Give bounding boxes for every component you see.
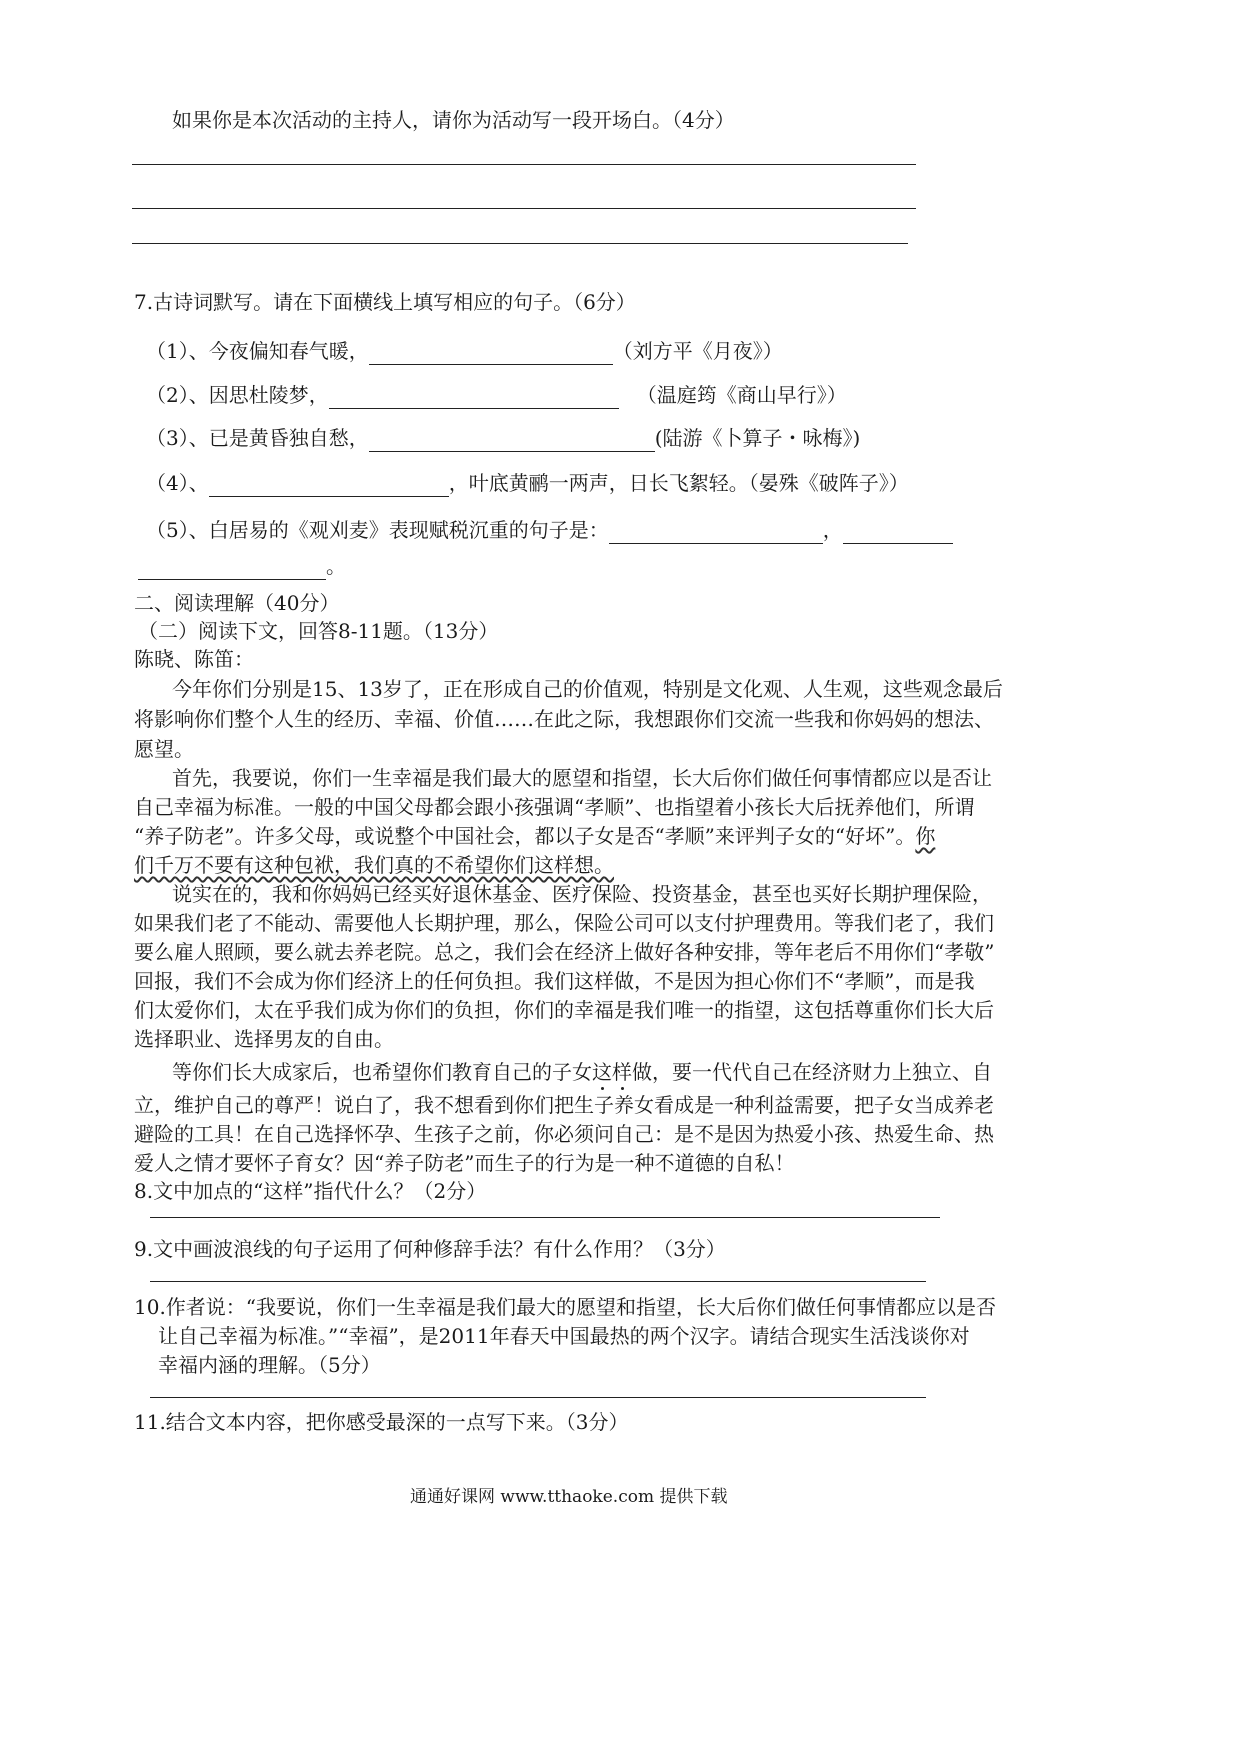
q7-item-1-source: （刘方平《月夜》） — [612, 339, 783, 363]
q7-item-4-blank[interactable] — [209, 474, 449, 497]
passage-line: 说实在的，我和你妈妈已经买好退休基金、医疗保险、投资基金，甚至也买好长期护理保险， — [172, 882, 992, 906]
q7-item-5-prefix: （5）、白居易的《观刈麦》表现赋税沉重的句子是： — [146, 518, 609, 542]
question-9: 9.文中画波浪线的句子运用了何种修辞手法？有什么作用？（3分） — [134, 1237, 726, 1261]
q7-title: 7.古诗词默写。请在下面横线上填写相应的句子。（6分） — [134, 290, 636, 314]
passage-line: 愿望。 — [134, 737, 194, 761]
dotted-char: 这 — [592, 1060, 612, 1084]
q7-item-5-end: 。 — [326, 554, 346, 578]
question-10-cont: 幸福内涵的理解。（5分） — [158, 1353, 381, 1377]
passage-text: 等你们长大成家后，也希望你们教育自己的子女 — [172, 1060, 592, 1084]
passage-text: “养子防老”。许多父母，或说整个中国社会，都以子女是否“孝顺”来评判子女的“好坏”。 — [134, 824, 916, 848]
section-heading: 二、阅读理解（40分） — [134, 591, 340, 615]
wavy-sentence: 们千万不要有这种包袱，我们真的不希望你们这样想。 — [134, 853, 614, 877]
passage-line: 自己幸福为标准。一般的中国父母都会跟小孩强调“孝顺”、也指望着小孩长大后抚养他们，所谓 — [134, 795, 975, 819]
answer-line[interactable] — [132, 164, 916, 165]
q7-item-5 — [146, 516, 953, 544]
passage-line: 要么雇人照顾，要么就去养老院。总之，我们会在经济上做好各种安排，等年老后不用你们“孝敬” — [134, 940, 995, 964]
passage-line: 将影响你们整个人生的经历、幸福、价值……在此之际，我想跟你们交流一些我和你妈妈的想法、 — [134, 707, 994, 731]
question-10-cont: 让自己幸福为标准。”“幸福”，是2011年春天中国最热的两个汉字。请结合现实生活浅谈你对 — [158, 1324, 970, 1348]
passage-line: 今年你们分别是15、13岁了，正在形成自己的价值观，特别是文化观、人生观，这些观念最后 — [172, 677, 1003, 701]
q7-item-2-blank[interactable] — [329, 386, 619, 409]
q7-item-5-blank-3[interactable] — [138, 557, 326, 580]
answer-line[interactable] — [150, 1281, 926, 1282]
passage-line: 如果我们老了不能动、需要他人长期护理，那么，保险公司可以支付护理费用。等我们老了，我们 — [134, 911, 994, 935]
answer-line[interactable] — [132, 208, 916, 209]
passage-line: 们太爱你们，太在乎我们成为你们的负担，你们的幸福是我们唯一的指望，这包括尊重你们长大后 — [134, 998, 994, 1022]
q7-item-5-cont — [138, 552, 346, 580]
page-footer: 通通好课网 www.tthaoke.com 提供下载 — [410, 1487, 728, 1507]
passage-line: 立，维护自己的尊严！说白了，我不想看到你们把生子养女看成是一种利益需要，把子女当成养老 — [134, 1093, 994, 1117]
q7-item-3 — [146, 424, 860, 452]
question-8: 8.文中加点的“这样”指代什么？（2分） — [134, 1179, 487, 1203]
passage-line: 首先，我要说，你们一生幸福是我们最大的愿望和指望，长大后你们做任何事情都应以是否让 — [172, 766, 992, 790]
q7-item-1-prefix: （1）、今夜偏知春气暖， — [146, 339, 369, 363]
passage-line — [172, 1058, 992, 1086]
question-10: 10.作者说：“我要说，你们一生幸福是我们最大的愿望和指望，长大后你们做任何事情都应以是否 — [134, 1295, 997, 1319]
q7-item-3-source: (陆游《卜算子・咏梅》) — [654, 426, 861, 450]
subsection-heading: （二）阅读下文，回答8-11题。（13分） — [138, 619, 499, 643]
q7-item-3-blank[interactable] — [369, 429, 655, 452]
answer-line[interactable] — [132, 243, 908, 244]
dotted-char: 样 — [612, 1060, 632, 1084]
passage-line: 回报，我们不会成为你们经济上的任何负担。我们这样做，不是因为担心你们不“孝顺”，而是我 — [134, 969, 975, 993]
answer-line[interactable] — [150, 1217, 940, 1218]
passage-text: 做，要一代代自己在经济财力上独立、自 — [632, 1060, 992, 1084]
passage-line: 避险的工具！在自己选择怀孕、生孩子之前，你必须问自己：是不是因为热爱小孩、热爱生命、热 — [134, 1122, 994, 1146]
question-11: 11.结合文本内容，把你感受最深的一点写下来。（3分） — [134, 1410, 629, 1434]
q7-item-5-sep: ， — [822, 518, 843, 542]
q7-item-1-blank[interactable] — [369, 342, 613, 365]
q7-item-4-source: ，叶底黄鹂一两声，日长飞絮轻。（晏殊《破阵子》） — [448, 471, 909, 495]
passage-line — [134, 851, 614, 879]
q7-item-4-prefix: （4）、 — [146, 471, 209, 495]
letter-salutation: 陈晓、陈笛： — [134, 647, 254, 671]
q7-item-5-blank-1[interactable] — [609, 521, 823, 544]
passage-line: 爱人之情才要怀子育女？因“养子防老”而生子的行为是一种不道德的自私！ — [134, 1151, 795, 1175]
q7-item-4 — [146, 469, 909, 497]
q7-item-2 — [146, 381, 847, 409]
passage-line: 选择职业、选择男友的自由。 — [134, 1027, 394, 1051]
q7-item-2-prefix: （2）、因思杜陵梦， — [146, 383, 329, 407]
q7-item-2-source: （温庭筠《商山早行》） — [636, 383, 847, 407]
q7-item-5-blank-2[interactable] — [843, 521, 953, 544]
wavy-sentence-start: 你 — [915, 824, 936, 848]
q7-item-1 — [146, 337, 783, 365]
passage-line — [134, 822, 935, 850]
q7-item-3-prefix: （3）、已是黄昏独自愁， — [146, 426, 369, 450]
answer-line[interactable] — [150, 1397, 926, 1398]
intro-prompt: 如果你是本次活动的主持人，请你为活动写一段开场白。（4分） — [172, 108, 735, 132]
